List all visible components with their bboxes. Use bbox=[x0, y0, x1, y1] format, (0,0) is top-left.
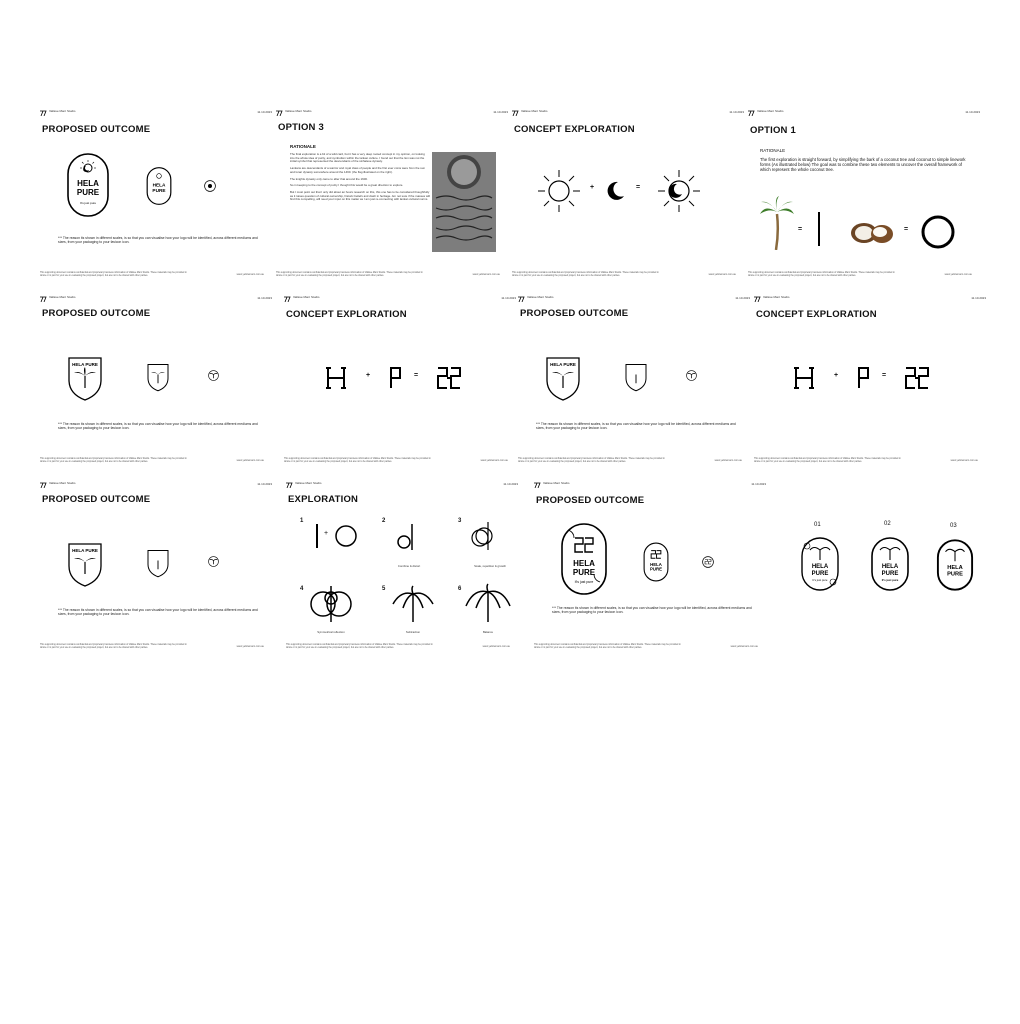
slide-title: PROPOSED OUTCOME bbox=[42, 308, 151, 319]
logo-text-hela: HELA bbox=[881, 564, 899, 570]
studio-logo-icon bbox=[284, 296, 291, 302]
rationale-para-5: But I must point out that I only did about an hours research on this, this one has to be considered thoughtfully as it raises question of cultural ownership, historic beliefs and clash in heritage. Am not sure if the masses will find this compelling, will need your input on this matter as I am just re-connecting with lankan cultural norms. bbox=[290, 189, 430, 202]
slide-logo-variants bbox=[772, 480, 1008, 652]
slide-title: PROPOSED OUTCOME bbox=[42, 494, 151, 505]
slide-proposed-outcome-5 bbox=[532, 480, 768, 652]
footer-site: www.yellowmarc.com.au bbox=[708, 273, 736, 276]
studio-logo-icon bbox=[286, 482, 293, 488]
footer-site: www.yellowmarc.com.au bbox=[236, 459, 264, 462]
slide-header bbox=[40, 110, 272, 120]
slide-concept-exploration-hp-2 bbox=[752, 294, 988, 466]
brand-name: Vallave Marc Studio bbox=[293, 295, 320, 299]
logo-tagline: It's just pure bbox=[79, 201, 97, 205]
date: 11.10.2023 bbox=[971, 296, 986, 300]
hela-pure-monogram-logo-medium bbox=[642, 542, 670, 582]
footer-site: www.yellowmarc.com.au bbox=[480, 459, 508, 462]
step-6-balance-palm-icon bbox=[464, 582, 512, 624]
slide-title: PROPOSED OUTCOME bbox=[536, 495, 645, 506]
logo-variant-03 bbox=[936, 538, 974, 592]
footer-notice: This supporting document contains confidential and proprietary business information of Vallave Marc Studio. These materials may be provided in whole or in part for your use in evaluating the proposed project, but are not to be shared with other parties. bbox=[40, 272, 187, 278]
footer-notice: This supporting document contains confidential and proprietary business information of Vallave Marc Studio. These materials may be provided in whole or in part for your use in evaluating the proposed project, but are not to be shared with other parties. bbox=[276, 272, 423, 278]
variant-label-01: 01 bbox=[814, 522, 821, 528]
date: 11.10.2023 bbox=[735, 296, 750, 300]
hela-pure-monogram-logo bbox=[560, 522, 608, 596]
line-symbol bbox=[818, 212, 820, 246]
p-glyph-icon bbox=[388, 366, 402, 390]
footer-site: www.yellowmarc.com.au bbox=[730, 645, 758, 648]
hela-pure-shield-logo-medium bbox=[624, 362, 648, 392]
slide-header bbox=[40, 482, 272, 492]
brand-name: Vallave Marc Studio bbox=[49, 109, 76, 113]
hela-pure-logo-medium bbox=[146, 166, 172, 206]
p-glyph-icon bbox=[856, 366, 870, 390]
slide-header bbox=[754, 296, 986, 306]
equals-sign: = bbox=[882, 372, 887, 379]
step-number-6: 6 bbox=[458, 586, 462, 592]
favicon-sun-moon-icon bbox=[204, 180, 216, 192]
studio-logo-icon bbox=[748, 110, 755, 116]
variant-label-02: 02 bbox=[884, 521, 891, 527]
footer-site: www.yellowmarc.com.au bbox=[236, 645, 264, 648]
ancient-coin-engraving-image bbox=[432, 152, 496, 252]
date: 11.10.2023 bbox=[501, 296, 516, 300]
rationale-heading: RATIONALE bbox=[760, 148, 786, 153]
slide-title: CONCEPT EXPLORATION bbox=[514, 124, 635, 135]
rationale-para-3: The knights dynasty only came to after that around the 1600. bbox=[290, 176, 368, 181]
step-number-5: 5 bbox=[382, 586, 386, 592]
equals-sign: = bbox=[414, 372, 419, 379]
plus-sign: + bbox=[366, 372, 371, 379]
rationale-heading: RATIONALE bbox=[290, 144, 316, 149]
brand-name: Vallave Marc Studio bbox=[757, 109, 784, 113]
scale-note: *** The reason its shown in different scales, is so that you can visualise how your logo will be identified, across different mediums and sizes, from your packaging to your favicon icon. bbox=[58, 236, 258, 245]
logo-text-pure: PURE bbox=[650, 566, 662, 572]
footer-site: www.yellowmarc.com.au bbox=[236, 273, 264, 276]
slide-title: CONCEPT EXPLORATION bbox=[286, 309, 407, 320]
date: 11.10.2023 bbox=[257, 110, 272, 114]
step-3-repetition-icon bbox=[470, 520, 498, 552]
rationale-para-4: So in keeping to the concept of purity I thought this would be a great direction to explore. bbox=[290, 183, 404, 188]
step-5-subtraction-palm-icon bbox=[390, 584, 436, 624]
rationale-text bbox=[290, 153, 430, 202]
logo-text-hela: HELA bbox=[650, 561, 662, 567]
rationale-para-1: The final exploration is a bit of a wild card, but it has a very deep rooted concept in my opinion, on looking into the whole idea of purity, and symbolism within the lankan culture. I found out that the lion was not the initial symbol that represented the descendants of the sinhalese dynasty. bbox=[290, 152, 425, 164]
slide-proposed-outcome-4 bbox=[38, 480, 274, 652]
logo-variant-01 bbox=[800, 536, 840, 592]
date: 11.10.2023 bbox=[965, 110, 980, 114]
step-2-distorted-shape-icon bbox=[396, 522, 420, 552]
step-number-4: 4 bbox=[300, 586, 304, 592]
slide-header bbox=[748, 110, 980, 120]
logo-text-pure: PURE bbox=[811, 571, 829, 577]
hela-pure-shield-logo bbox=[66, 354, 104, 402]
footer-notice: This supporting document contains confidential and proprietary business information of Vallave Marc Studio. These materials may be provided in whole or in part for your use in evaluating the proposed project, but are not to be shared with other parties. bbox=[40, 458, 187, 464]
brand-name: Vallave Marc Studio bbox=[49, 295, 76, 299]
favicon-palm-icon bbox=[208, 370, 219, 381]
logo-tagline: It's just pure bbox=[812, 578, 828, 582]
logo-text-pure: PURE bbox=[76, 188, 100, 197]
hela-pure-shield-logo bbox=[544, 354, 582, 402]
date: 11.10.2023 bbox=[257, 296, 272, 300]
logo-tagline: It's just pure bbox=[574, 580, 594, 584]
footer-site: www.yellowmarc.com.au bbox=[944, 273, 972, 276]
logo-text-hela: HELA bbox=[573, 559, 595, 568]
moon-icon bbox=[604, 180, 626, 202]
studio-logo-icon bbox=[534, 482, 541, 488]
brand-name: Vallave Marc Studio bbox=[49, 481, 76, 485]
slide-title: PROPOSED OUTCOME bbox=[520, 308, 629, 319]
hp-monogram-icon bbox=[436, 366, 462, 390]
logo-text-hela: HELA bbox=[77, 179, 99, 188]
caption-scale-repetition: Scale, repetition & growth bbox=[474, 564, 506, 568]
scale-note: *** The reason its shown in different scales, is so that you can visualise how your logo will be identified, across different mediums and sizes, from your packaging to your favicon icon. bbox=[552, 606, 752, 615]
footer-notice: This supporting document contains confidential and proprietary business information of Vallave Marc Studio. These materials may be provided in whole or in part for your use in evaluating the proposed project, but are not to be shared with other parties. bbox=[748, 272, 895, 278]
brand-name: Vallave Marc Studio bbox=[285, 109, 312, 113]
slide-concept-exploration-sun-moon bbox=[510, 108, 746, 280]
logo-text-pure: PURE bbox=[152, 188, 166, 194]
logo-arc-text: HELA PURE bbox=[550, 362, 576, 367]
footer-notice: This supporting document contains confidential and proprietary business information of Vallave Marc Studio. These materials may be provided in whole or in part for your use in evaluating the proposed project, but are not to be shared with other parties. bbox=[754, 458, 901, 464]
plus-sign: + bbox=[590, 184, 595, 191]
studio-logo-icon bbox=[40, 110, 47, 116]
studio-logo-icon bbox=[754, 296, 761, 302]
slide-title: PROPOSED OUTCOME bbox=[42, 124, 151, 135]
scale-note: *** The reason its shown in different scales, is so that you can visualise how your logo will be identified, across different mediums and sizes, from your packaging to your favicon icon. bbox=[536, 422, 736, 431]
logo-text-hela: HELA bbox=[811, 564, 829, 570]
date: 11.10.2023 bbox=[257, 482, 272, 486]
footer-site: www.yellowmarc.com.au bbox=[714, 459, 742, 462]
footer-site: www.yellowmarc.com.au bbox=[472, 273, 500, 276]
caption-subtraction: Subtraction bbox=[405, 630, 421, 634]
equals-sign: = bbox=[636, 184, 641, 191]
rationale-text: The first exploration is straight forward, by simplifying the bark of a coconut tree and coconut to simple linework forms (As illustrated below) The goal was to combine these two elements to uncover the overall framework of which represent the whole coconut tree. bbox=[760, 157, 966, 172]
slide-option-1 bbox=[746, 108, 982, 280]
logo-arc-text: HELA PURE bbox=[72, 548, 98, 553]
slide-proposed-outcome-2 bbox=[38, 294, 274, 466]
step-1-circle-icon bbox=[334, 524, 358, 548]
step-1-plus: + bbox=[324, 530, 329, 537]
slide-option-3 bbox=[274, 108, 510, 280]
slide-title: CONCEPT EXPLORATION bbox=[756, 309, 877, 320]
footer-notice: This supporting document contains confidential and proprietary business information of Vallave Marc Studio. These materials may be provided in whole or in part for your use in evaluating the proposed project, but are not to be shared with other parties. bbox=[518, 458, 665, 464]
hp-monogram-icon bbox=[904, 366, 930, 390]
scale-note: *** The reason its shown in different scales, is so that you can visualise how your logo will be identified, across different mediums and sizes, from your packaging to your favicon icon. bbox=[58, 608, 258, 617]
footer-site: www.yellowmarc.com.au bbox=[482, 645, 510, 648]
studio-logo-icon bbox=[518, 296, 525, 302]
step-number-3: 3 bbox=[458, 518, 462, 524]
h-glyph-icon bbox=[324, 366, 348, 390]
logo-variant-02 bbox=[870, 536, 910, 592]
caption-combine-distort: Combine & distort bbox=[397, 564, 421, 568]
date: 11.10.2023 bbox=[751, 482, 766, 486]
brand-name: Vallave Marc Studio bbox=[527, 295, 554, 299]
caption-balance: Balance bbox=[482, 630, 494, 634]
brand-name: Vallave Marc Studio bbox=[295, 481, 322, 485]
favicon-palm-icon bbox=[208, 556, 219, 567]
caption-symmetrical-reflection: Symmetrical reflection bbox=[317, 630, 345, 634]
slide-exploration bbox=[284, 480, 520, 652]
slide-header bbox=[534, 482, 766, 492]
studio-logo-icon bbox=[40, 482, 47, 488]
coconut-tree-image bbox=[760, 196, 794, 250]
variant-label-03: 03 bbox=[950, 523, 957, 529]
sun-moon-combined-icon bbox=[656, 168, 702, 214]
slide-header bbox=[284, 296, 516, 306]
logo-tagline: It's just pure bbox=[881, 578, 899, 582]
studio-logo-icon bbox=[276, 110, 283, 116]
footer-notice: This supporting document contains confidential and proprietary business information of Vallave Marc Studio. These materials may be provided in whole or in part for your use in evaluating the proposed project, but are not to be shared with other parties. bbox=[512, 272, 659, 278]
slide-proposed-outcome-3 bbox=[516, 294, 752, 466]
slide-header bbox=[286, 482, 518, 492]
favicon-palm-icon bbox=[686, 370, 697, 381]
hela-pure-shield-logo bbox=[66, 540, 104, 588]
slide-concept-exploration-hp-1 bbox=[282, 294, 518, 466]
logo-text-hela: HELA bbox=[947, 564, 963, 571]
slide-title: OPTION 3 bbox=[278, 122, 324, 133]
rationale-para-2: Lankans are descendants of a warrior and royal class of people and the first ever coins were from the sun and lunar dynasty somewhere around the 1460. (the flag illustrated on the right). bbox=[290, 166, 425, 174]
logo-arc-text: HELA PURE bbox=[72, 362, 98, 367]
scale-note: *** The reason its shown in different scales, is so that you can visualise how your logo will be identified, across different mediums and sizes, from your packaging to your favicon icon. bbox=[58, 422, 258, 431]
h-glyph-icon bbox=[792, 366, 816, 390]
footer-site: www.yellowmarc.com.au bbox=[950, 459, 978, 462]
brand-name: Vallave Marc Studio bbox=[543, 481, 570, 485]
slide-header bbox=[512, 110, 744, 120]
slide-header bbox=[276, 110, 508, 120]
date: 11.10.2023 bbox=[503, 482, 518, 486]
footer-notice: This supporting document contains confidential and proprietary business information of Vallave Marc Studio. These materials may be provided in whole or in part for your use in evaluating the proposed project, but are not to be shared with other parties. bbox=[286, 644, 433, 650]
sun-icon bbox=[536, 168, 582, 214]
hela-pure-logo-large bbox=[66, 152, 110, 218]
footer-notice: This supporting document contains confidential and proprietary business information of Vallave Marc Studio. These materials may be provided in whole or in part for your use in evaluating the proposed project, but are not to be shared with other parties. bbox=[284, 458, 431, 464]
logo-text-pure: PURE bbox=[572, 568, 596, 577]
date: 11.10.2023 bbox=[493, 110, 508, 114]
footer-notice: This supporting document contains confidential and proprietary business information of Vallave Marc Studio. These materials may be provided in whole or in part for your use in evaluating the proposed project, but are not to be shared with other parties. bbox=[534, 644, 681, 650]
slide-proposed-outcome-1 bbox=[38, 108, 274, 280]
slide-header bbox=[40, 296, 272, 306]
step-1-line bbox=[316, 524, 318, 548]
step-4-symmetry-icon bbox=[308, 584, 354, 624]
step-number-2: 2 bbox=[382, 518, 386, 524]
studio-logo-icon bbox=[512, 110, 519, 116]
step-number-1: 1 bbox=[300, 518, 304, 524]
coconut-image bbox=[850, 218, 894, 244]
footer-notice: This supporting document contains confidential and proprietary business information of Vallave Marc Studio. These materials may be provided in whole or in part for your use in evaluating the proposed project, but are not to be shared with other parties. bbox=[40, 644, 187, 650]
equals-sign: = bbox=[904, 226, 909, 233]
brand-name: Vallave Marc Studio bbox=[521, 109, 548, 113]
brand-name: Vallave Marc Studio bbox=[763, 295, 790, 299]
logo-text-pure: PURE bbox=[881, 571, 899, 577]
slide-title: OPTION 1 bbox=[750, 125, 796, 136]
equals-sign: = bbox=[798, 226, 803, 233]
slide-title: EXPLORATION bbox=[288, 494, 359, 505]
hela-pure-shield-logo-medium bbox=[146, 362, 170, 392]
date: 11.10.2023 bbox=[729, 110, 744, 114]
hela-pure-shield-logo-medium bbox=[146, 548, 170, 578]
plus-sign: + bbox=[834, 372, 839, 379]
favicon-monogram-icon bbox=[702, 556, 714, 568]
circle-symbol bbox=[920, 214, 956, 250]
slide-header bbox=[518, 296, 750, 306]
studio-logo-icon bbox=[40, 296, 47, 302]
logo-text-pure: PURE bbox=[947, 571, 963, 578]
logo-text-hela: HELA bbox=[152, 183, 166, 189]
